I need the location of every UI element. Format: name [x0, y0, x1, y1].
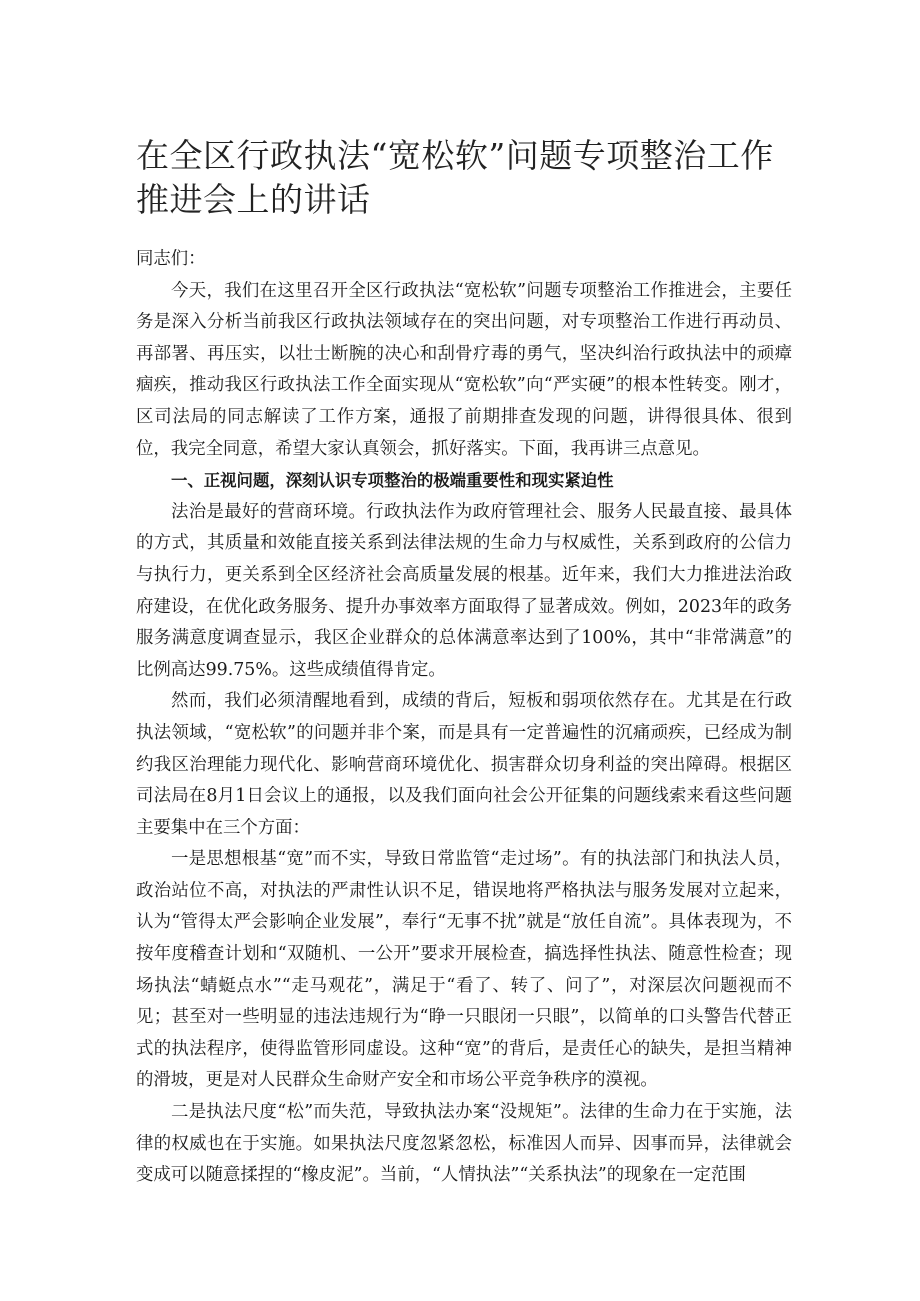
document-page [136, 0, 792, 1192]
paragraph-point-two: 二是执法尺度“松”而失范，导致执法办案“没规矩”。法律的生命力在于实施，法律的权威也在于实施。如果执法尺度忽紧忽松，标准因人而异、因事而异，法律就会变成可以随意揉捏的“橡皮泥”。当前，“人情执法”“关系执法”的现象在一定范围 [136, 1102, 792, 1186]
section-heading-1: 一、正视问题，深刻认识专项整治的极端重要性和现实紧迫性 [171, 471, 614, 491]
paragraph-point-one: 一是思想根基“宽”而不实，导致日常监管“走过场”。有的执法部门和执法人员，政治站位不高，对执法的严肃性认识不足，错误地将严格执法与服务发展对立起来，认为“管得太严会影响企业发展”，奉行“无事不扰”就是“放任自流”。具体表现为，不按年度稽查计划和“双随机、一公开”要求开展检查，搞选择性执法、随意性检查；现场执法“蜻蜓点水”“走马观花”，满足于“看了、转了、问了”，对深层次问题视而不见；甚至对一些明显的违法违规行为“睁一只眼闭一只眼”，以简单的口头警告代替正式的执法程序，使得监管形同虚设。这种“宽”的背后，是责任心的缺失，是担当精神的滑坡，更是对人民群众生命财产安全和市场公平竞争秩序的漠视。 [136, 849, 792, 1091]
salutation: 同志们： [136, 249, 206, 269]
paragraph-shortcomings: 然而，我们必须清醒地看到，成绩的背后，短板和弱项依然存在。尤其是在行政执法领域，“宽松软”的问题并非个案，而是具有一定普遍性的沉痛顽疾，已经成为制约我区治理能力现代化、影响营商环境优化、损害群众切身利益的突出障碍。根据区司法局在8月1日会议上的通报，以及我们面向社会公开征集的问题线索来看这些问题主要集中在三个方面： [136, 691, 792, 838]
paragraph-intro: 今天，我们在这里召开全区行政执法“宽松软”问题专项整治工作推进会，主要任务是深入分析当前我区行政执法领域存在的突出问题，对专项整治工作进行再动员、再部署、再压实，以壮士断腕的决心和刮骨疗毒的勇气，坚决纠治行政执法中的顽瘴痼疾，推动我区行政执法工作全面实现从“宽松软”向“严实硬”的根本性转变。刚才，区司法局的同志解读了工作方案，通报了前期排查发现的问题，讲得很具体、很到位，我完全同意，希望大家认真领会，抓好落实。下面，我再讲三点意见。 [136, 280, 792, 459]
document-title: 在全区行政执法“宽松软”问题专项整治工作推进会上的讲话 [136, 136, 774, 219]
paragraph-rule-of-law: 法治是最好的营商环境。行政执法作为政府管理社会、服务人民最直接、最具体的方式，其质量和效能直接关系到法律法规的生命力与权威性，关系到政府的公信力与执行力，更关系到全区经济社会高质量发展的根基。近年来，我们大力推进法治政府建设，在优化政务服务、提升办事效率方面取得了显著成效。例如，2023年的政务服务满意度调查显示，我区企业群众的总体满意率达到了100%，其中“非常满意”的比例高达99.75%。这些成绩值得肯定。 [136, 501, 792, 680]
document-body [136, 244, 792, 1192]
